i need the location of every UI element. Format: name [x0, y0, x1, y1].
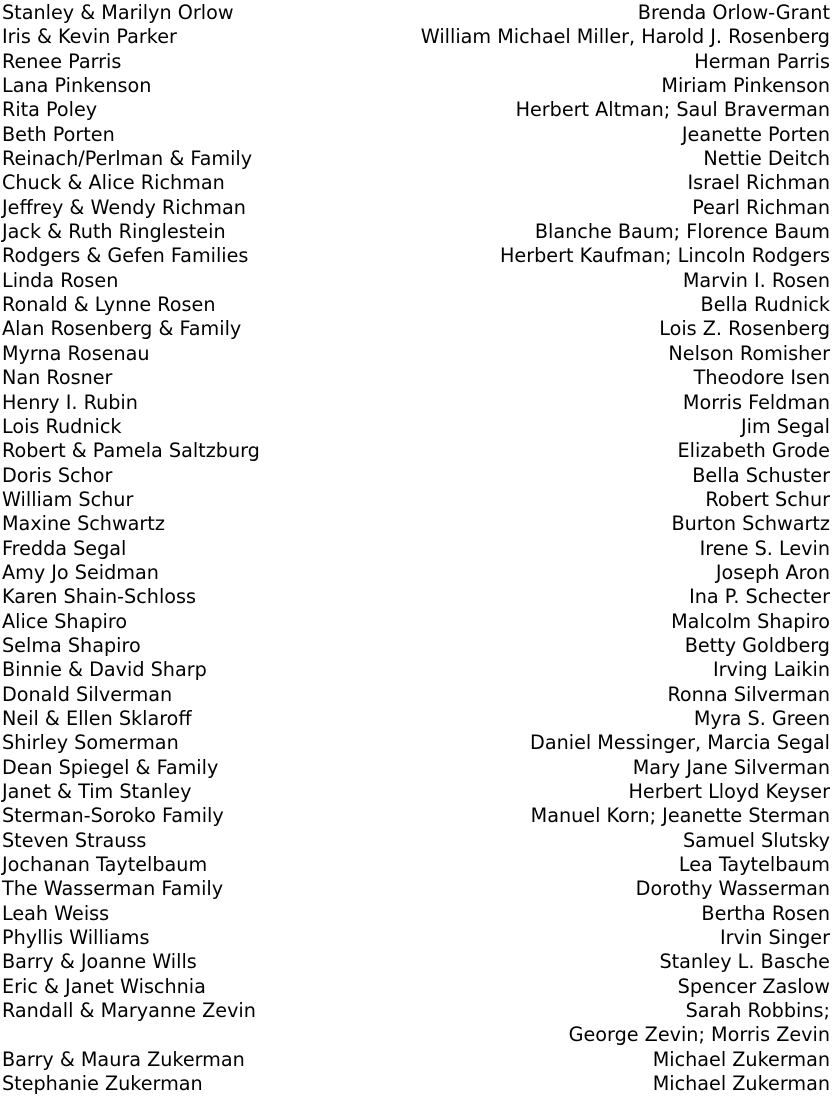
honoree-name	[421, 25, 830, 49]
list-item	[0, 50, 834, 74]
donor-name: Rita Poley	[2, 98, 98, 122]
honoree-name	[687, 171, 830, 195]
honoree-name	[700, 537, 830, 561]
donor-name: Eric & Janet Wischnia	[2, 974, 206, 998]
honoree-name	[720, 926, 830, 950]
honoree-line: Herbert Lloyd Keyser	[628, 780, 830, 803]
honoree-line: Ronna Silverman	[667, 682, 830, 706]
list-item	[0, 926, 834, 950]
honoree-name	[685, 634, 830, 658]
honoree-name	[683, 391, 830, 415]
donor-name: Jochanan Taytelbaum	[2, 853, 208, 877]
list-item	[0, 1, 834, 25]
honoree-line: Herbert Altman; Saul Braverman	[515, 98, 830, 122]
donor-name: Phyllis Williams	[2, 926, 150, 950]
donor-name: Linda Rosen	[2, 268, 119, 292]
honoree-line: Betty Goldberg	[684, 633, 830, 657]
honoree-line: Spencer Zaslow	[677, 974, 830, 998]
list-item	[0, 488, 834, 512]
list-item	[0, 391, 834, 415]
honoree-name	[683, 269, 830, 293]
honoree-line: Michael Zukerman	[652, 1072, 830, 1096]
donor-name: Beth Porten	[2, 122, 115, 146]
honoree-name	[678, 975, 830, 999]
donor-name: Shirley Somerman	[2, 731, 179, 755]
honoree-line: Mary Jane Silverman	[632, 755, 830, 779]
donor-name: Ronald & Lynne Rosen	[2, 293, 216, 317]
honoree-name	[629, 780, 831, 804]
honoree-line: Stanley L. Basche	[659, 950, 830, 974]
donor-name: Alan Rosenberg & Family	[2, 317, 242, 341]
list-item	[0, 610, 834, 634]
honoree-line: Myra S. Green	[693, 706, 830, 730]
honoree-name	[671, 512, 830, 536]
honoree-name	[716, 561, 830, 585]
list-item	[0, 756, 834, 780]
honoree-name	[653, 1048, 830, 1072]
donor-name: Alice Shapiro	[2, 609, 128, 633]
list-item	[0, 244, 834, 268]
donor-name: Reinach/Perlman & Family	[2, 147, 253, 171]
honoree-name	[694, 707, 830, 731]
donor-name: Janet & Tim Stanley	[2, 780, 192, 803]
donor-name: Stephanie Zukerman	[2, 1072, 203, 1096]
honoree-line: Michael Zukerman	[652, 1047, 830, 1071]
honoree-name	[668, 342, 830, 366]
honoree-name	[633, 756, 830, 780]
honoree-name	[667, 683, 830, 707]
honoree-name	[679, 853, 830, 877]
donor-name: The Wasserman Family	[2, 877, 224, 901]
list-item	[0, 658, 834, 682]
donor-name: Neil & Ellen Sklaroff	[2, 706, 192, 730]
donor-name: Myrna Rosenau	[2, 341, 150, 365]
list-item	[0, 25, 834, 49]
list-item	[0, 342, 834, 366]
donor-name: Donald Silverman	[2, 682, 173, 706]
list-item	[0, 780, 834, 804]
list-item	[0, 1072, 834, 1096]
honoree-name	[703, 147, 830, 171]
honoree-name	[516, 98, 830, 122]
list-item	[0, 317, 834, 341]
donor-name: Barry & Joanne Wills	[2, 950, 197, 974]
honoree-line: William Michael Miller, Harold J. Rosenberg	[420, 25, 830, 49]
list-item	[0, 171, 834, 195]
list-item	[0, 196, 834, 220]
list-item	[0, 683, 834, 707]
list-item	[0, 293, 834, 317]
list-item	[0, 829, 834, 853]
honoree-name	[671, 610, 830, 634]
honoree-line: Irvin Singer	[719, 926, 830, 950]
honoree-line: Manuel Korn; Jeanette Sterman	[530, 804, 830, 828]
list-item	[0, 123, 834, 147]
donor-name: Dean Spiegel & Family	[2, 755, 219, 779]
list-item	[0, 366, 834, 390]
list-item	[0, 220, 834, 244]
honoree-line: Robert Schur	[705, 487, 830, 511]
honoree-name	[741, 415, 830, 439]
honoree-line: Malcolm Shapiro	[671, 609, 830, 633]
honoree-line: Lois Z. Rosenberg	[659, 317, 830, 341]
list-item	[0, 902, 834, 926]
list-item	[0, 853, 834, 877]
honoree-name	[678, 439, 830, 463]
honoree-line: Herbert Kaufman; Lincoln Rodgers	[499, 244, 830, 268]
list-item	[0, 877, 834, 901]
honoree-name	[636, 877, 830, 901]
donor-name: Barry & Maura Zukerman	[2, 1047, 245, 1071]
honoree-name	[692, 196, 830, 220]
honoree-name	[661, 74, 830, 98]
list-item	[0, 98, 834, 122]
honoree-name	[638, 1, 830, 25]
honoree-line: Brenda Orlow-Grant	[637, 1, 830, 24]
list-item	[0, 269, 834, 293]
list-item	[0, 585, 834, 609]
donor-name: Iris & Kevin Parker	[2, 25, 177, 49]
list-item	[0, 512, 834, 536]
donor-name: Binnie & David Sharp	[2, 658, 207, 682]
honoree-line: Blanche Baum; Florence Baum	[534, 220, 830, 244]
honoree-name	[692, 464, 830, 488]
honoree-line: Dorothy Wasserman	[635, 877, 830, 901]
donor-name: Amy Jo Seidman	[2, 560, 159, 584]
honoree-name	[694, 50, 830, 74]
donor-name: Sterman-Soroko Family	[2, 804, 224, 828]
honoree-line: Nelson Romisher	[668, 341, 830, 365]
donor-name: William Schur	[2, 487, 134, 511]
honoree-line: Irving Laikin	[712, 658, 830, 682]
honoree-name	[694, 366, 830, 390]
donor-name: Maxine Schwartz	[2, 512, 165, 536]
honoree-line: Nettie Deitch	[703, 147, 830, 171]
honoree-name	[701, 902, 830, 926]
list-item	[0, 561, 834, 585]
list-item	[0, 439, 834, 463]
honoree-line: Lea Taytelbaum	[678, 853, 830, 877]
honoree-line: George Zevin; Morris Zevin	[568, 1023, 830, 1047]
donor-name: Karen Shain-Schloss	[2, 585, 197, 609]
honoree-name	[659, 950, 830, 974]
donor-name: Fredda Segal	[2, 536, 127, 560]
honoree-line: Ina P. Schecter	[689, 585, 830, 609]
honoree-name	[659, 317, 830, 341]
donor-name: Jack & Ruth Ringlestein	[2, 220, 226, 244]
donor-name: Randall & Maryanne Zevin	[2, 999, 256, 1023]
honoree-name	[705, 488, 830, 512]
honoree-line: Herman Parris	[694, 49, 830, 73]
honoree-name	[653, 1072, 830, 1096]
list-item	[0, 537, 834, 561]
list-item	[0, 975, 834, 999]
honoree-name	[535, 220, 830, 244]
honoree-line: Bella Rudnick	[700, 293, 830, 317]
honoree-line: Joseph Aron	[715, 560, 830, 584]
donor-name: Robert & Pamela Saltzburg	[2, 439, 260, 463]
list-item	[0, 147, 834, 171]
donor-name: Chuck & Alice Richman	[2, 171, 225, 195]
list-item	[0, 415, 834, 439]
honoree-line: Israel Richman	[687, 171, 830, 195]
honoree-line: Bella Schuster	[692, 463, 830, 487]
honoree-line: Elizabeth Grode	[677, 439, 830, 463]
donor-name: Doris Schor	[2, 463, 113, 487]
honoree-line: Miriam Pinkenson	[661, 74, 830, 98]
honoree-name	[682, 123, 830, 147]
donor-name: Jeffrey & Wendy Richman	[2, 195, 246, 219]
donor-name: Rodgers & Gefen Families	[2, 244, 249, 268]
list-item	[0, 804, 834, 828]
honoree-name	[713, 658, 830, 682]
list-item	[0, 950, 834, 974]
honoree-line: Burton Schwartz	[671, 512, 830, 536]
honoree-name	[500, 244, 830, 268]
honoree-line: Pearl Richman	[692, 195, 830, 219]
honoree-line: Sarah Robbins;	[685, 999, 830, 1023]
honoree-name	[689, 585, 830, 609]
list-item	[0, 1048, 834, 1072]
donor-name: Henry I. Rubin	[2, 390, 138, 414]
honoree-name	[530, 731, 830, 755]
donor-name: Stanley & Marilyn Orlow	[2, 1, 234, 24]
honoree-line: Marvin I. Rosen	[682, 268, 830, 292]
donor-name: Nan Rosner	[2, 366, 113, 390]
honoree-name	[683, 829, 830, 853]
list-item	[0, 634, 834, 658]
honoree-line: Irene S. Levin	[699, 536, 830, 560]
donor-name: Lois Rudnick	[2, 414, 122, 438]
honoree-name	[531, 804, 830, 828]
honoree-name	[569, 999, 830, 1048]
list-item	[0, 731, 834, 755]
list-item	[0, 464, 834, 488]
list-item	[0, 999, 834, 1048]
donor-name: Renee Parris	[2, 49, 122, 73]
list-item	[0, 74, 834, 98]
honoree-line: Jim Segal	[740, 414, 830, 438]
honoree-line: Samuel Slutsky	[683, 828, 830, 852]
donor-name: Lana Pinkenson	[2, 74, 152, 98]
honoree-name	[701, 293, 830, 317]
honoree-line: Morris Feldman	[682, 390, 830, 414]
honoree-line: Theodore Isen	[693, 366, 830, 390]
honoree-line: Daniel Messinger, Marcia Segal	[530, 731, 830, 755]
list-item	[0, 707, 834, 731]
honoree-line: Jeanette Porten	[681, 122, 830, 146]
donor-name: Selma Shapiro	[2, 633, 141, 657]
honoree-line: Bertha Rosen	[701, 901, 830, 925]
donor-name: Leah Weiss	[2, 901, 110, 925]
donor-name: Steven Strauss	[2, 828, 147, 852]
